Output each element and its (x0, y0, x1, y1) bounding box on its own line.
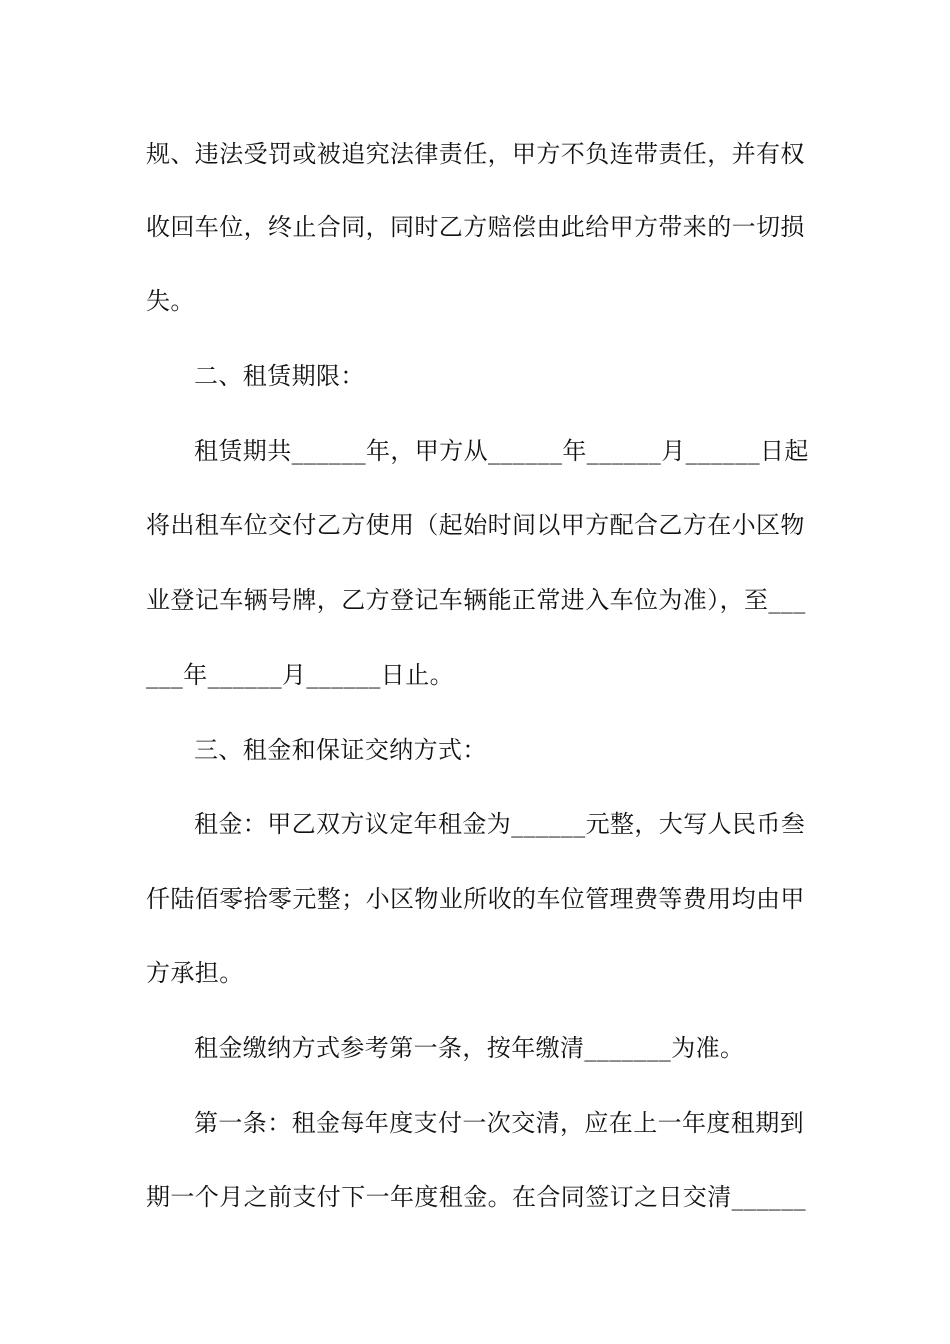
text-line: ___年______月______日止。 (146, 661, 454, 689)
text-line: 方承担。 (146, 959, 244, 987)
text-line: 第一条：租金每年度支付一次交清，应在上一年度租期到 (194, 1109, 804, 1137)
text-line: 业登记车辆号牌，乙方登记车辆能正常进入车位为准），至___ (146, 586, 806, 614)
text-line: 规、违法受罚或被追究法律责任，甲方不负连带责任，并有权 (146, 140, 805, 168)
text-line: 仟陆佰零拾零元整；小区物业所收的车位管理费等费用均由甲 (146, 885, 805, 913)
text-line: 租赁期共______年，甲方从______年______月______日起 (194, 437, 809, 465)
section-heading: 二、租赁期限： (194, 362, 365, 390)
text-line: 失。 (146, 287, 195, 315)
text-line: 期一个月之前支付下一年度租金。在合同签订之日交清______ (146, 1183, 806, 1211)
text-line: 收回车位，终止合同，同时乙方赔偿由此给甲方带来的一切损 (146, 213, 805, 241)
text-line: 租金缴纳方式参考第一条，按年缴清_______为准。 (194, 1034, 745, 1062)
text-line: 将出租车位交付乙方使用（起始时间以甲方配合乙方在小区物 (146, 511, 805, 539)
section-heading: 三、租金和保证交纳方式： (194, 736, 487, 764)
text-line: 租金：甲乙双方议定年租金为______元整，大写人民币叁 (194, 810, 806, 838)
